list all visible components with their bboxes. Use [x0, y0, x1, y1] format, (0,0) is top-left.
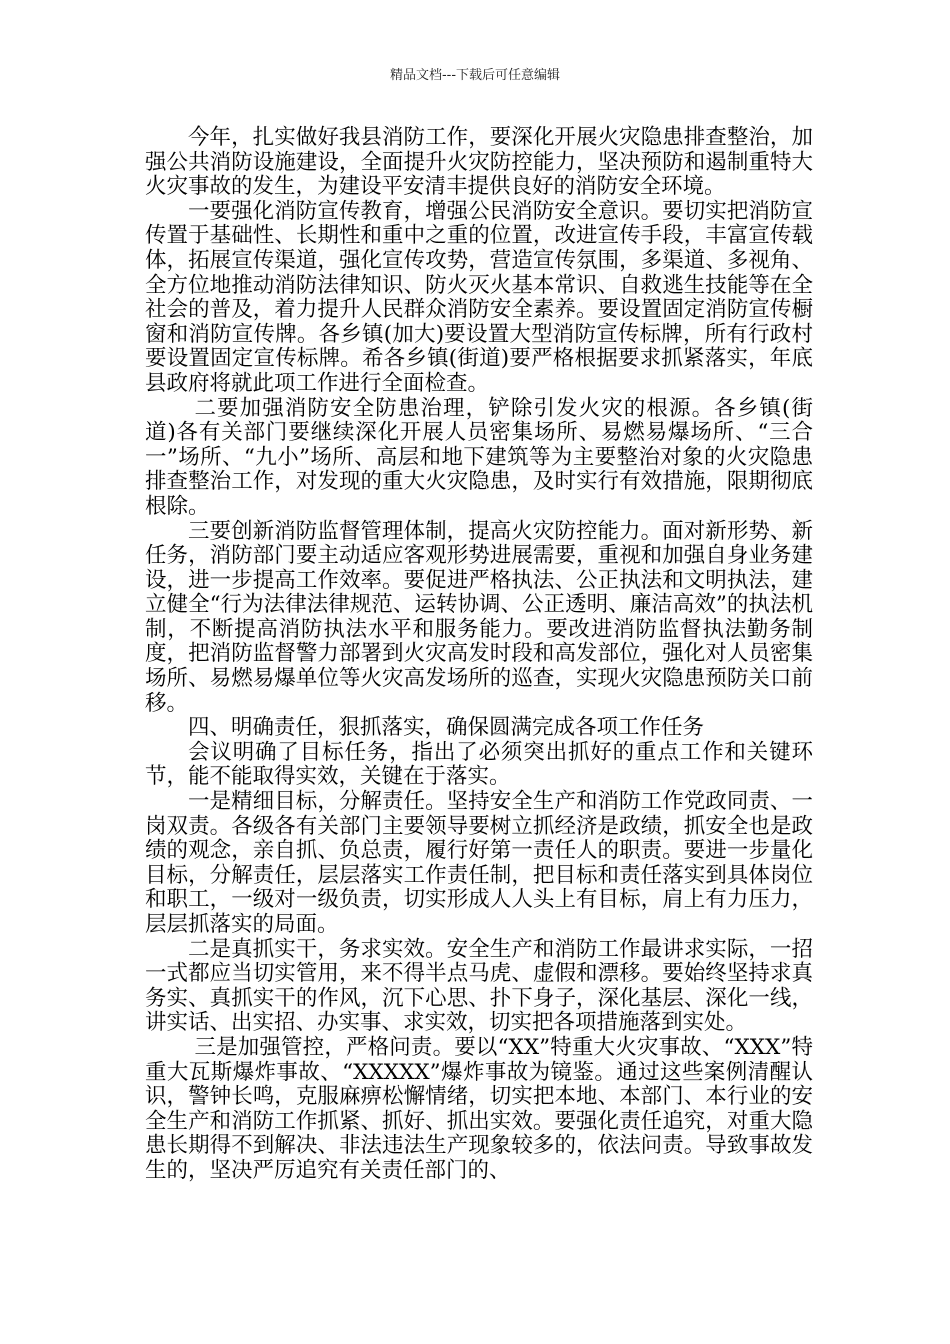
paragraph-accountability: 三是加强管控，严格问责。要以“XX”特重大火灾事故、“XXX”特重大瓦斯爆炸事故、“XXXXX”爆炸事故为镜鉴。通过这些案例清醒认识，警钟长鸣，克服麻痹松懈情绪，切实把本地、本部门、本行业的安全生产和消防工作抓紧、抓好、抓出实效。要强化责任追究，对重大隐患长期得不到解决、非法违法生产现象较多的，依法问责。导致事故发生的，坚决严厉追究有关责任部门的、 — [145, 1034, 813, 1183]
paragraph-meeting: 会议明确了目标任务，指出了必须突出抓好的重点工作和关键环节，能不能取得实效，关键在于落实。 — [145, 739, 813, 790]
paragraph-targets: 一是精细目标，分解责任。坚持安全生产和消防工作党政同责、一岗双责。各级各有关部门主要领导要树立抓经济是政绩，抓安全也是政绩的观念，亲自抓、负总责，履行好第一责任人的职责。要进一步量化目标，分解责任，层层落实工作责任制，把目标和责任落实到具体岗位和职工，一级对一级负责，切实形成人人头上有目标，肩上有力压力，层层抓落实的局面。 — [145, 789, 813, 937]
paragraph-intro: 今年，扎实做好我县消防工作，要深化开展火灾隐患排查整治，加强公共消防设施建设，全面提升火灾防控能力，坚决预防和遏制重特大火灾事故的发生，为建设平安清丰提供良好的消防安全环境。 — [145, 125, 813, 200]
paragraph-supervision: 三要创新消防监督管理体制，提高火灾防控能力。面对新形势、新任务，消防部门要主动适应客观形势进展需要，重视和加强自身业务建设，进一步提高工作效率。要促进严格执法、公正执法和文明执法，建立健全“行为法律法律规范、运转协调、公正透明、廉洁高效”的执法机制，不断提高消防执法水平和服务能力。要改进消防监督执法勤务制度，把消防监督警力部署到火灾高发时段和高发部位，强化对人员密集场所、易燃易爆单位等火灾高发场所的巡查，实现火灾隐患预防关口前移。 — [145, 518, 813, 716]
page-header: 精品文档---下载后可任意编辑 — [389, 68, 561, 83]
paragraph-practical-work: 二是真抓实干，务求实效。安全生产和消防工作最讲求实际，一招一式都应当切实管用，来不得半点马虎、虚假和漂移。要始终坚持求真务实、真抓实干的作风，沉下心思、扑下身子，深化基层、深化一线，讲实话、出实招、办实事、求实效，切实把各项措施落到实处。 — [145, 936, 813, 1036]
paragraph-hazard-control: 二要加强消防安全防患治理，铲除引发火灾的根源。各乡镇(街道)各有关部门要继续深化开展人员密集场所、易燃易爆场所、“三合一”场所、“九小”场所、高层和地下建筑等为主要整治对象的火灾隐患排查整治工作，对发现的重大火灾隐患，及时实行有效措施，限期彻底根除。 — [145, 395, 813, 519]
document-body — [145, 126, 813, 1184]
section-heading-responsibility: 四、明确责任，狠抓落实，确保圆满完成各项工作任务 — [188, 715, 705, 741]
paragraph-publicity: 一要强化消防宣传教育，增强公民消防安全意识。要切实把消防宣传置于基础性、长期性和重中之重的位置，改进宣传手段，丰富宣传载体，拓展宣传渠道，强化宣传攻势，营造宣传氛围，多渠道、多视角、全方位地推动消防法律知识、防火灭火基本常识、自救逃生技能等在全社会的普及，着力提升人民群众消防安全素养。要设置固定消防宣传橱窗和消防宣传牌。各乡镇(加大)要设置大型消防宣传标牌，所有行政村要设置固定宣传标牌。希各乡镇(街道)要严格根据要求抓紧落实，年底县政府将就此项工作进行全面检查。 — [145, 198, 813, 396]
